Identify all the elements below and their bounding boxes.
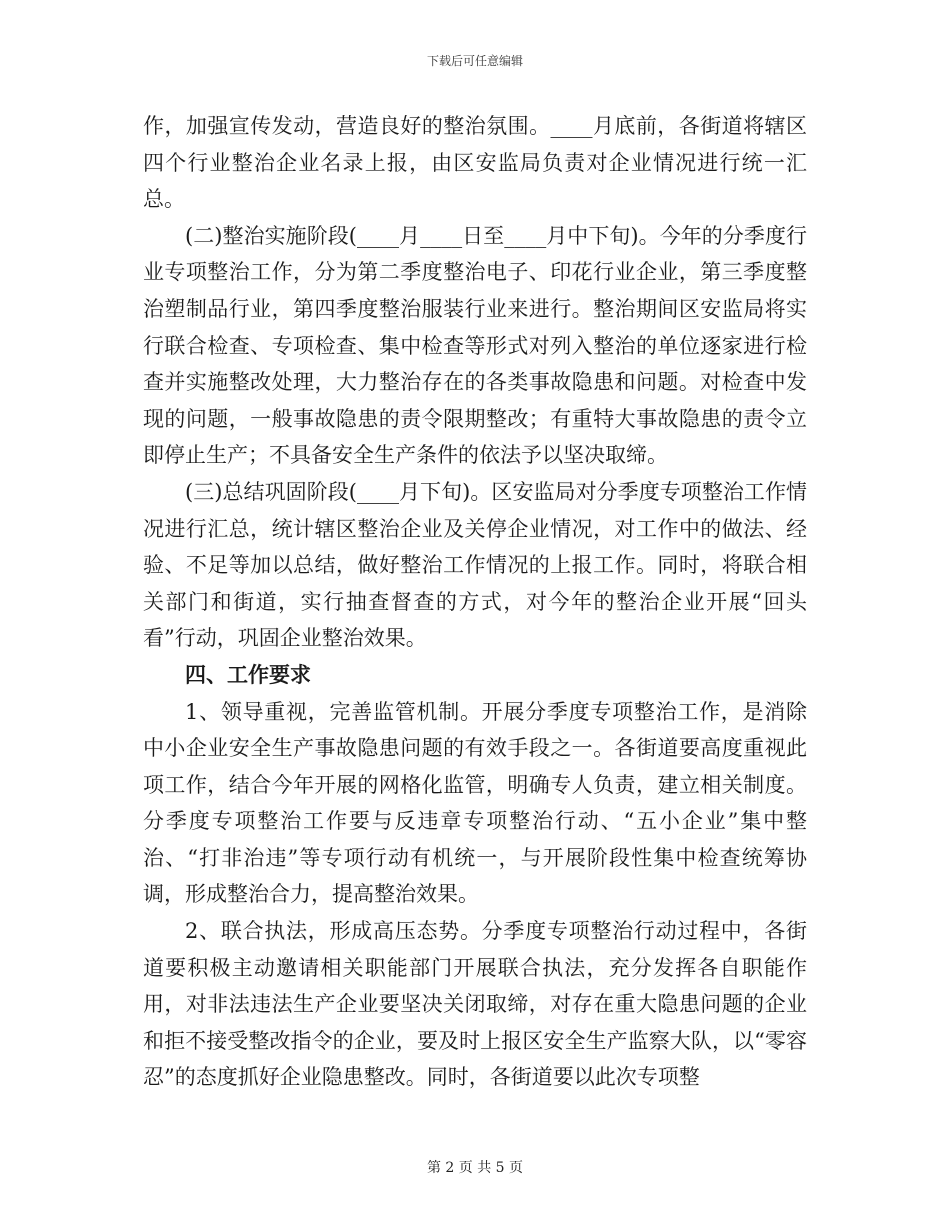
paragraph-implementation-stage: (二)整治实施阶段(____月____日至____月中下旬)。今年的分季度行业专项整治工作，分为第二季度整治电子、印花行业企业，第三季度整治塑制品行业，第四季度整治服装行业来进行。整治期间区安监局将实行联合检查、专项检查、集中检查等形式对列入整治的单位逐家进行检查并实施整改处理，大力整治存在的各类事故隐患和问题。对检查中发现的问题，一般事故隐患的责令限期整改；有重特大事故隐患的责令立即停止生产；不具备安全生产条件的依法予以坚决取缔。	[143, 223, 807, 468]
page-header-note: 下载后可任意编辑	[426, 54, 523, 68]
paragraph-requirement-1: 1、领导重视，完善监管机制。开展分季度专项整治工作，是消除中小企业安全生产事故隐患问题的有效手段之一。各街道要高度重视此项工作，结合今年开展的网格化监管，明确专人负责，建立相关制度。分季度专项整治工作要与反违章专项整治行动、“五小企业”集中整治、“打非治违”等专项行动有机统一，与开展阶段性集中检查统筹协调，形成整治合力，提高整治效果。	[143, 699, 807, 907]
paragraph-summary-stage: (三)总结巩固阶段(____月下旬)。区安监局对分季度专项整治工作情况进行汇总，统计辖区整治企业及关停企业情况，对工作中的做法、经验、不足等加以总结，做好整治工作情况的上报工作。同时，将联合相关部门和街道，实行抽查督查的方式，对今年的整治企业开展“回头看”行动，巩固企业整治效果。	[143, 479, 807, 651]
section-heading-work-requirements: 四、工作要求	[185, 662, 311, 687]
page-number-footer: 第 2 页 共 5 页	[426, 1160, 524, 1176]
paragraph-continued: 作，加强宣传发动，营造良好的整治氛围。____月底前，各街道将辖区四个行业整治企业名录上报，由区安监局负责对企业情况进行统一汇总。	[143, 114, 807, 212]
paragraph-requirement-2: 2、联合执法，形成高压态势。分季度专项整治行动过程中，各街道要积极主动邀请相关职能部门开展联合执法，充分发挥各自职能作用，对非法违法生产企业要坚决关闭取缔，对存在重大隐患问题的企业和拒不接受整改指令的企业，要及时上报区安全生产监察大队，以“零容忍”的态度抓好企业隐患整改。同时，各街道要以此次专项整	[143, 919, 807, 1090]
document-body	[143, 108, 807, 1096]
